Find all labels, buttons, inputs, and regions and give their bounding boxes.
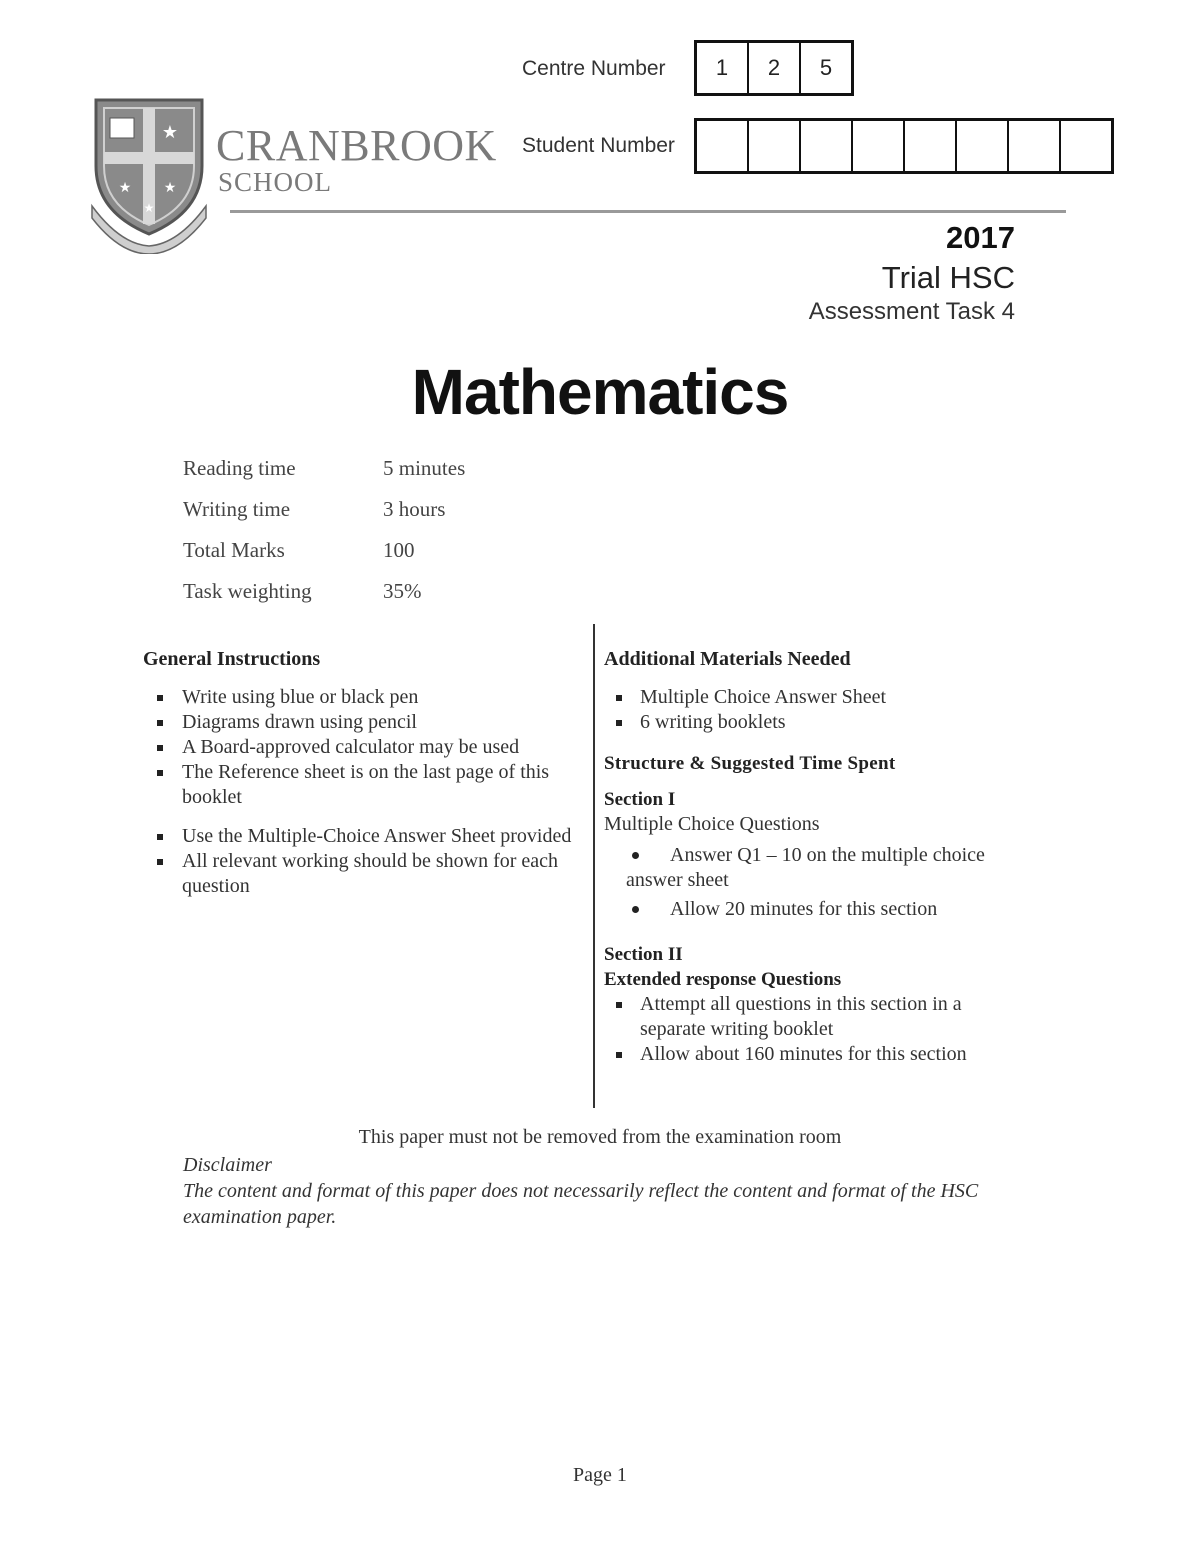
- centre-digit: 2: [749, 43, 801, 93]
- detail-row: [183, 497, 465, 538]
- disclaimer: [183, 1152, 1013, 1230]
- student-digit-box[interactable]: [1061, 121, 1111, 171]
- section-1-title: Section I: [604, 789, 676, 810]
- section-1-subtitle: Multiple Choice Questions: [604, 813, 820, 835]
- list-item: A Board-approved calculator may be used: [143, 735, 573, 760]
- student-number-label: Student Number: [522, 134, 675, 157]
- school-subname: SCHOOL: [218, 167, 333, 197]
- detail-key: Task weighting: [183, 579, 312, 603]
- disclaimer-text: The content and format of this paper does not necessarily reflect the content and format of the HSC examination paper.: [183, 1180, 979, 1228]
- detail-row: [183, 579, 465, 620]
- student-digit-box[interactable]: [853, 121, 905, 171]
- materials-heading: Additional Materials Needed: [604, 648, 851, 670]
- list-item: Write using blue or black pen: [143, 685, 573, 710]
- subject-title: Mathematics: [411, 356, 789, 428]
- disclaimer-title: Disclaimer: [183, 1154, 272, 1176]
- general-instructions: [143, 648, 573, 899]
- school-crest-logo: [90, 94, 208, 254]
- centre-digit: 1: [697, 43, 749, 93]
- centre-number-label: Centre Number: [522, 57, 666, 80]
- detail-key: Reading time: [183, 456, 296, 480]
- list-item: Multiple Choice Answer Sheet: [604, 685, 1024, 710]
- list-item: Allow about 160 minutes for this section: [604, 1042, 1024, 1067]
- exam-year: 2017: [946, 220, 1015, 255]
- exam-task: Assessment Task 4: [808, 298, 1015, 325]
- centre-number-boxes: [694, 40, 854, 96]
- svg-text:★: ★: [118, 180, 132, 196]
- student-digit-box[interactable]: [697, 121, 749, 171]
- detail-row: [183, 456, 465, 497]
- detail-value: 100: [383, 538, 415, 562]
- general-instructions-heading: General Instructions: [143, 648, 321, 670]
- student-digit-box[interactable]: [905, 121, 957, 171]
- column-divider: [593, 624, 595, 1108]
- detail-key: Writing time: [183, 497, 291, 521]
- list-item: Use the Multiple-Choice Answer Sheet provided: [143, 824, 573, 849]
- section-2-subtitle: Extended response Questions: [604, 969, 842, 990]
- section-1-item-line: Answer Q1 – 10 on the multiple choice: [670, 844, 985, 866]
- student-digit-box[interactable]: [749, 121, 801, 171]
- svg-text:★: ★: [143, 201, 155, 215]
- page-number: Page 1: [573, 1464, 627, 1486]
- section-2-title: Section II: [604, 944, 683, 965]
- list-item: All relevant working should be shown for each question: [143, 849, 573, 899]
- centre-digit: 5: [819, 55, 833, 80]
- student-digit-box[interactable]: [1009, 121, 1061, 171]
- detail-value: 3 hours: [383, 497, 446, 521]
- detail-key: Total Marks: [183, 538, 285, 562]
- list-item: The Reference sheet is on the last page of this booklet: [143, 760, 573, 810]
- list-item: Attempt all questions in this section in a separate writing booklet: [604, 992, 1024, 1042]
- student-digit-box[interactable]: [957, 121, 1009, 171]
- student-number-boxes[interactable]: [694, 118, 1114, 174]
- structure-heading: Structure & Suggested Time Spent: [604, 753, 896, 774]
- section-1-item-line: answer sheet: [626, 869, 729, 891]
- exam-details: [183, 456, 465, 620]
- svg-text:★: ★: [163, 180, 177, 196]
- list-item: 6 writing booklets: [604, 710, 1024, 735]
- removal-notice: This paper must not be removed from the examination room: [358, 1126, 842, 1148]
- student-digit-box[interactable]: [801, 121, 853, 171]
- list-item: [604, 843, 1024, 893]
- materials-and-structure: [604, 648, 1024, 1067]
- list-item: Allow 20 minutes for this section: [604, 897, 1024, 922]
- school-name: CRANBROOK: [216, 121, 497, 170]
- detail-value: 35%: [383, 579, 422, 603]
- header-rule: [230, 210, 1066, 213]
- list-item: Diagrams drawn using pencil: [143, 710, 573, 735]
- detail-value: 5 minutes: [383, 456, 466, 480]
- detail-row: [183, 538, 465, 579]
- exam-name: Trial HSC: [881, 260, 1015, 295]
- svg-text:★: ★: [161, 122, 179, 143]
